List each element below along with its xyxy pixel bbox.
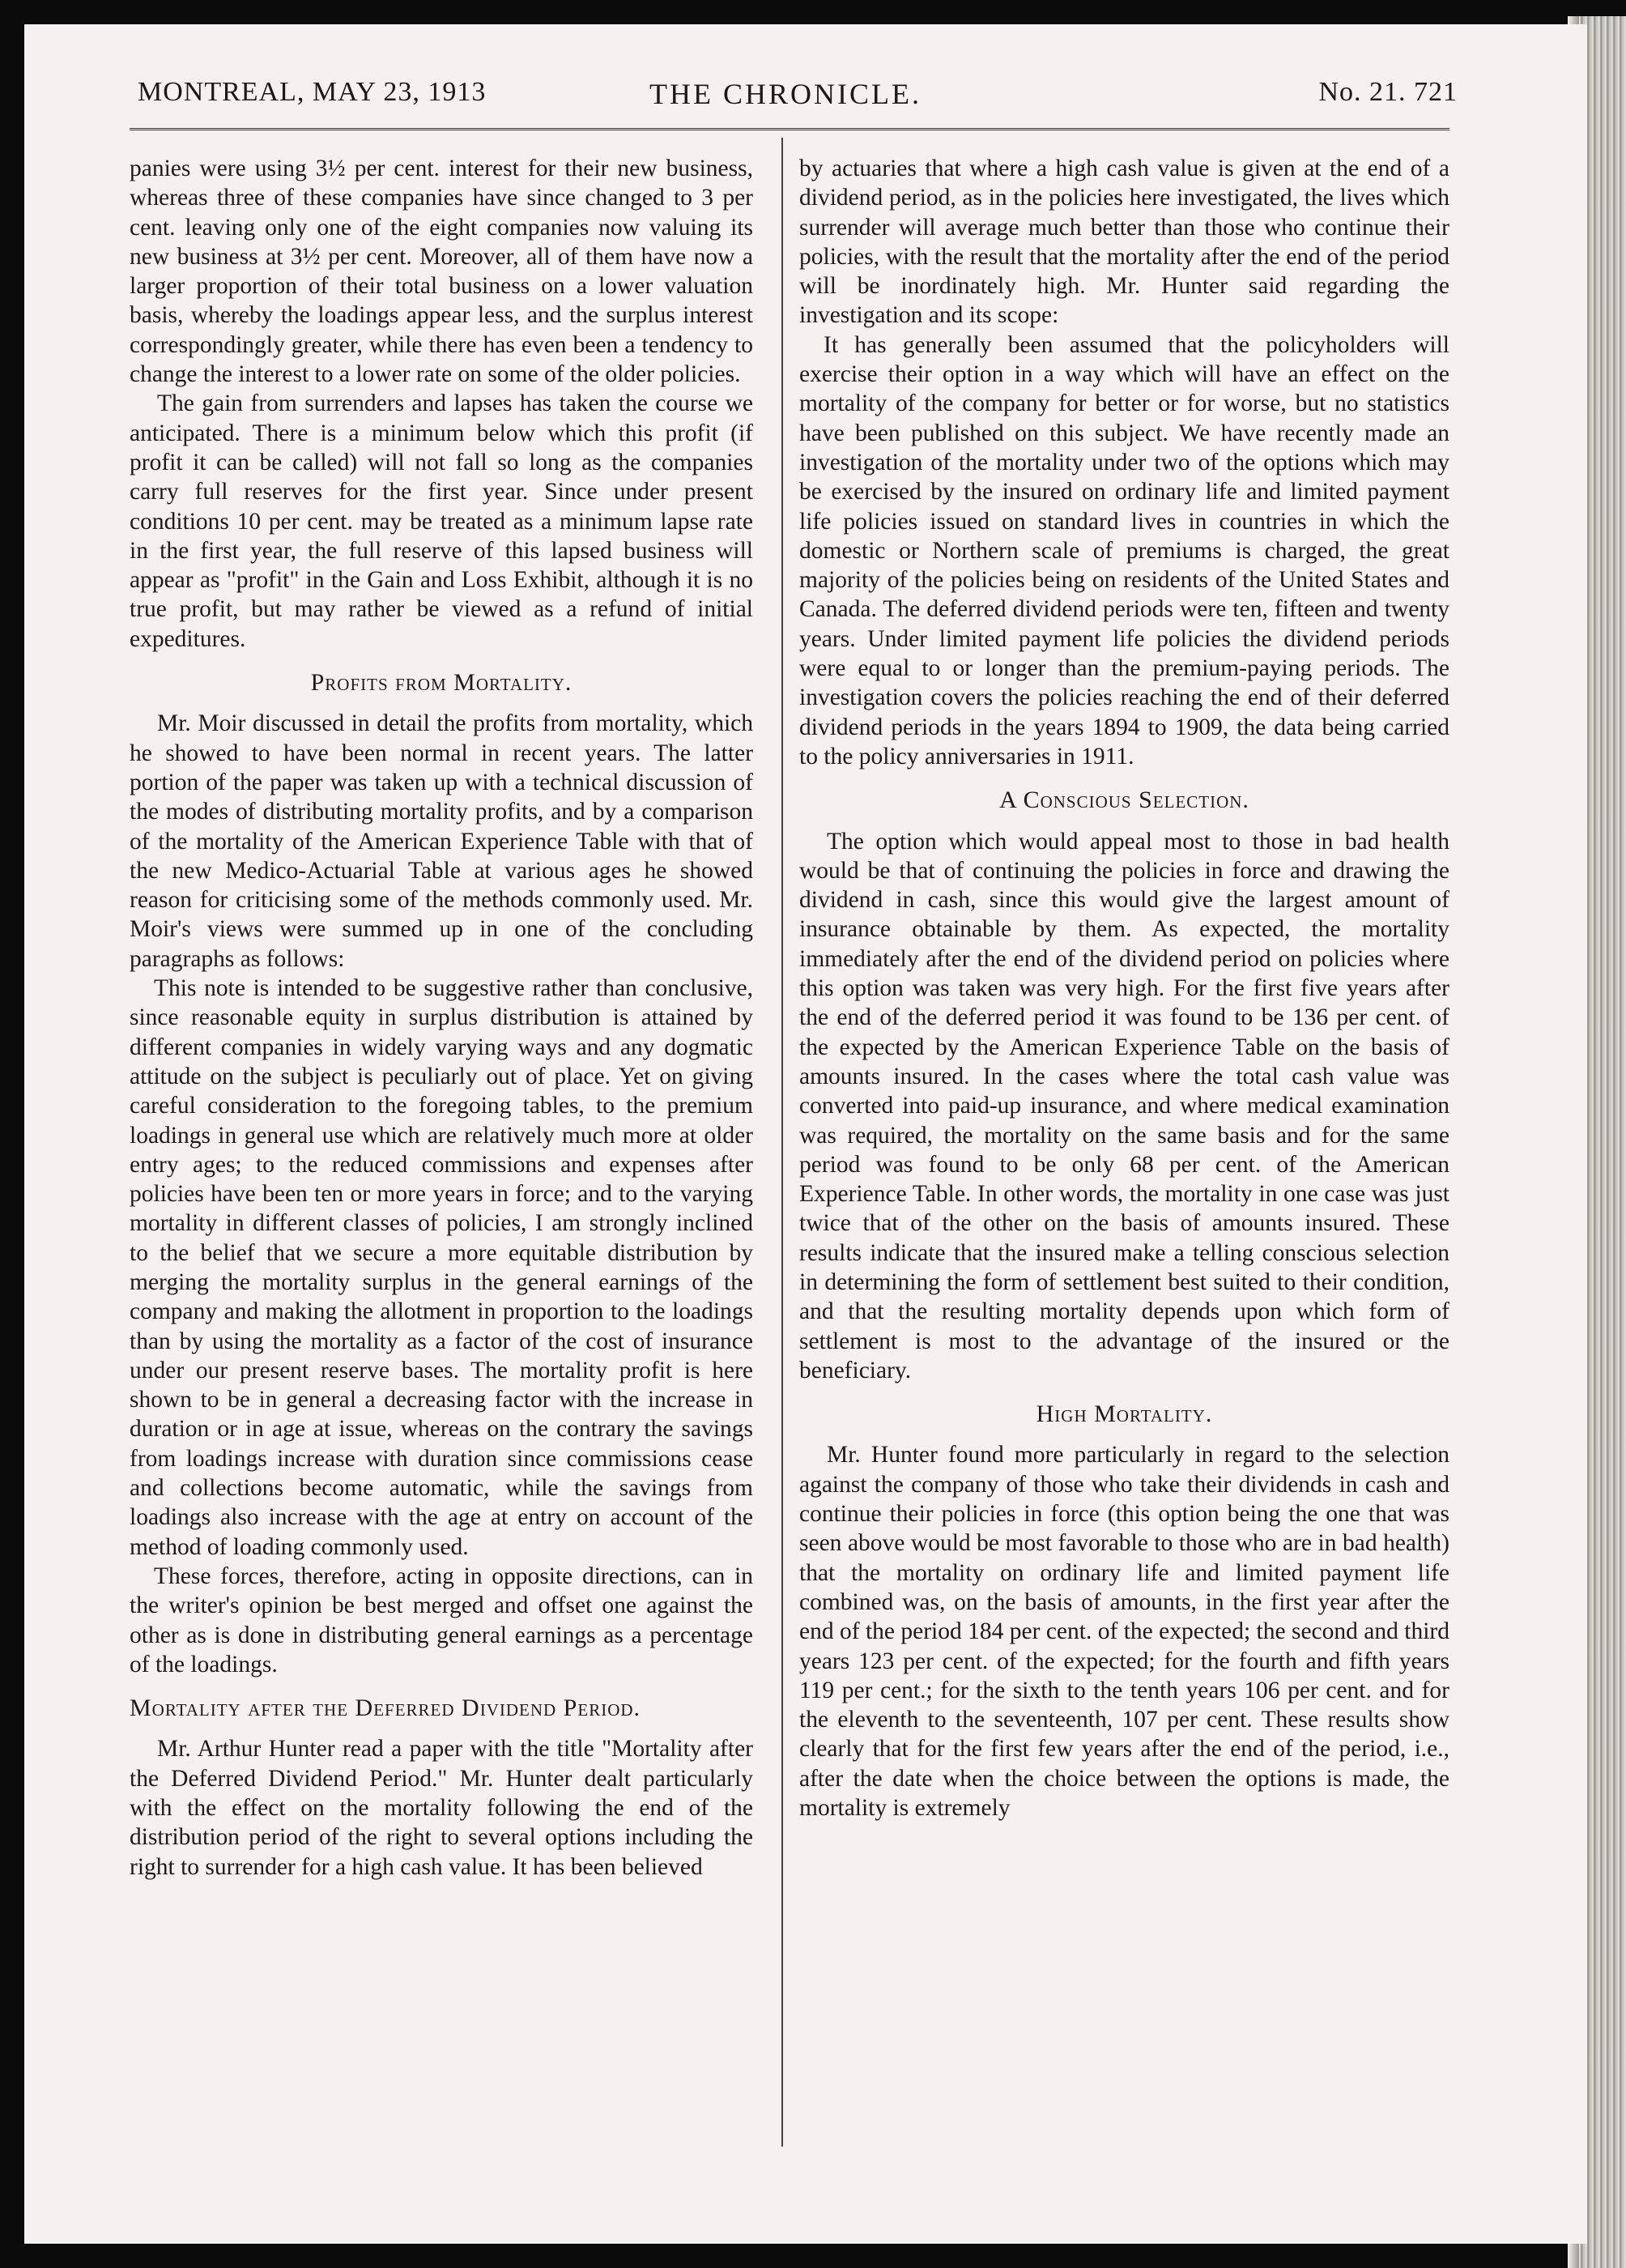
header-title: THE CHRONICLE. <box>649 78 922 110</box>
section-heading: A Conscious Selection. <box>999 787 1249 814</box>
paragraph: The option which would appeal most to those in bad health would be that of continuing the policies in force and drawing the dividend in cash, since this would give the largest amount of insurance obtainable by them. As expected, the mortality immediately after the end of the dividend period on policies where this option was taken was very high. For the first five years after the end of the deferred period it was found to be 136 per cent. of the expected by the American Experience Table on the basis of amounts insured. In the cases where the total cash value was converted into paid-up insurance, and where medical examination was required, the mortality on the same basis and for the same period was found to be only 68 per cent. of the American Experience Table. In other words, the mortality in one case was just twice that of the other on the basis of amounts insured. These results indicate that the insured make a telling conscious selection in determining the form of settlement best suited to their condition, and that the resulting mortality depends upon which form of settlement is most to the advantage of the insured or the beneficiary. <box>799 828 1449 1383</box>
quoted-paragraph: These forces, therefore, acting in opposite directions, can in the writer's opinion be best merged and offset one against the other as is done in distributing general earnings as a percentage of the loadings. <box>130 1562 753 1678</box>
section-heading: Mortality after the Deferred Dividend Period. <box>130 1695 641 1722</box>
right-column <box>799 154 1449 1823</box>
header-date: MONTREAL, MAY 23, 1913 <box>138 77 487 107</box>
paragraph: The gain from surrenders and lapses has taken the course we anticipated. There is a minimum below which this profit (if profit it can be called) will not fall so long as the companies carry full reserves for the first year. Since under present conditions 10 per cent. may be treated as a minimum lapse rate in the first year, the full reserve of this lapsed business will appear as "profit" in the Gain and Loss Exhibit, although it is no true profit, but may rather be viewed as a refund of initial expeditures. <box>130 390 753 652</box>
paragraph: Mr. Hunter found more particularly in regard to the selection against the company of those who take their dividends in cash and continue their policies in force (this option being the one that was seen above would be most favorable to those who are in bad health) that the mortality on ordinary life and limited payment life combined was, on the basis of amounts, in the first year after the end of the period 184 per cent. of the expected; the second and third years 123 per cent. of the expected; for the fourth and fifth years 119 per cent.; for the sixth to the tenth years 106 per cent. and for the eleventh to the seventeenth, 107 per cent. These results show clearly that for the first few years after the end of the period, i.e., after the date when the choice between the options is made, the mortality is extremely <box>799 1442 1449 1822</box>
left-column <box>130 154 753 1882</box>
column-divider <box>781 138 783 2146</box>
section-heading: Profits from Mortality. <box>310 669 573 697</box>
header-rule <box>130 128 1449 130</box>
header-issue-page: No. 21. 721 <box>1318 77 1458 107</box>
paragraph: Mr. Moir discussed in detail the profits from mortality, which he showed to have been normal in recent years. The latter portion of the paper was taken up with a technical discussion of the modes of distributing mortality profits, and by a comparison of the mortality of the American Experience Table with that of the new Medico-Actuarial Table at various ages he showed reason for criticising some of the methods commonly used. Mr. Moir's views were summed up in one of the concluding paragraphs as follows: <box>130 710 753 972</box>
section-heading: High Mortality. <box>1036 1400 1213 1428</box>
paragraph: panies were using 3½ per cent. interest for their new business, whereas three of these companies have since changed to 3 per cent. leaving only one of the eight companies now valuing its new business at 3½ per cent. Moreover, all of them have now a larger proportion of their total business on a lower valuation basis, whereby the loadings appear less, and the surplus interest correspondingly greater, while there has even been a tendency to change the interest to a lower rate on some of the older policies. <box>130 156 753 388</box>
paragraph: Mr. Arthur Hunter read a paper with the title "Mortality after the Deferred Dividend Period." Mr. Hunter dealt particularly with the effect on the mortality following the end of the distribution period of the right to several options including the right to surrender for a high cash value. It has been believed <box>130 1736 753 1880</box>
paragraph: by actuaries that where a high cash value is given at the end of a dividend period, as in the policies here investigated, the lives which surrender will average much better than those who continue their policies, with the result that the mortality after the end of the period will be inordinately high. Mr. Hunter said regarding the investigation and its scope: <box>799 156 1449 329</box>
quoted-paragraph: It has generally been assumed that the policyholders will exercise their option in a way which will have an effect on the mortality of the company for better or for worse, but no statistics have been published on this subject. We have recently made an investigation of the mortality under two of the options which may be exercised by the insured on ordinary life and limited payment life policies issued on standard lives in countries in which the domestic or Northern scale of premiums is charged, the great majority of the policies being on residents of the United States and Canada. The deferred dividend periods were ten, fifteen and twenty years. Under limited payment life policies the dividend periods were equal to or longer than the premium-paying periods. The investigation covers the policies reaching the end of their deferred dividend periods in the years 1894 to 1909, the data being carried to the policy anniversaries in 1911. <box>799 331 1449 770</box>
running-header <box>113 77 1458 126</box>
quoted-paragraph: This note is intended to be suggestive rather than conclusive, since reasonable equity in surplus distribution is attained by different companies in widely varying ways and any dogmatic attitude on the subject is peculiarly out of place. Yet on giving careful consideration to the foregoing tables, to the premium loadings in general use which are relatively much more at older entry ages; to the reduced commissions and expenses after policies have been ten or more years in force; and to the varying mortality in different classes of policies, I am strongly inclined to the belief that we secure a more equitable distribution by merging the mortality surplus in the general earnings of the company and making the allotment in proportion to the loadings than by using the mortality as a factor of the cost of insurance under our present reserve bases. The mortality profit is here shown to be in general a decreasing factor with the increase in duration or in age at issue, whereas on the contrary the savings from loadings increase with duration since commissions cease and collections become automatic, while the savings from loadings also increase with the age at entry on account of the method of loading commonly used. <box>130 975 753 1560</box>
